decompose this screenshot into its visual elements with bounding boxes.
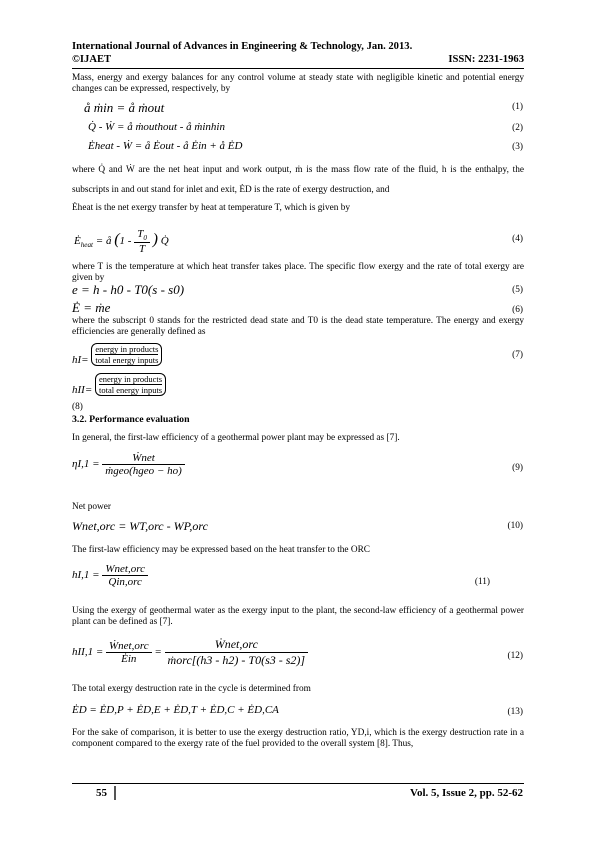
equation-8-lhs: hII=	[72, 384, 93, 396]
equation-1-number: (1)	[512, 102, 523, 112]
equation-2-number: (2)	[512, 123, 523, 133]
header-rule	[72, 68, 524, 69]
equation-6-number: (6)	[512, 305, 523, 315]
where-paragraph-1: where Q̇ and Ẇ are the net heat input and work output, ṁ is the mass flow rate of the fluid, h is the enthalpy, the subscripts in and out stand for inlet and exit, ĖD is the rate of exergy destruction, and	[72, 165, 524, 195]
final-paragraph: For the sake of comparison, it is better to use the exergy destruction ratio, YD,i, which is the exergy destruction rate in a component compared to the exergy rate of the fuel provided to the overall system [8]. Thus,	[72, 728, 524, 750]
equation-3-number: (3)	[512, 142, 523, 152]
equation-5: e = h - h0 - T0(s - s0)	[72, 282, 185, 297]
equation-8-fraction: energy in products total energy inputs	[95, 373, 166, 396]
equation-6: Ė = ṁe	[72, 300, 111, 315]
performance-paragraph: In general, the first-law efficiency of a geothermal power plant may be expressed as [7].	[72, 433, 400, 443]
equation-10-number: (10)	[507, 521, 523, 531]
equation-12-number: (12)	[507, 651, 523, 661]
page-number-bar	[114, 786, 116, 800]
volume-info: Vol. 5, Issue 2, pp. 52-62	[410, 787, 523, 799]
equation-8-number: (8)	[72, 402, 83, 412]
equation-12-fraction-2: $\frac{\text{Ẇnet,orc}}{\text{ṁorc[(h3 - h2) - T0(s3 - s2)]}}$	[165, 637, 309, 668]
equation-9	[72, 452, 185, 477]
exergy-paragraph: Using the exergy of geothermal water as the exergy input to the plant, the second-law efficiency of a geothermal power plant can be defined as [7].	[72, 606, 524, 628]
footer-rule	[72, 783, 524, 784]
equation-4-number: (4)	[512, 234, 523, 244]
equation-9-number: (9)	[512, 463, 523, 473]
equation-12-lhs: hII,1 =	[72, 646, 104, 659]
equation-8	[72, 373, 166, 396]
fraction-t0-t: $\frac{T_0}{T}$	[134, 228, 150, 255]
equation-7-fraction: energy in products total energy inputs	[91, 343, 162, 366]
equation-11-lhs: hI,1 =	[72, 569, 100, 582]
orc-paragraph: The first-law efficiency may be expressed based on the heat transfer to the ORC	[72, 545, 370, 555]
after-eq4-paragraph: where T is the temperature at which heat transfer takes place. The specific flow exergy and the rate of total exergy are given by	[72, 262, 524, 284]
equation-12	[72, 637, 308, 668]
equation-7-lhs: hI=	[72, 354, 89, 366]
equation-3: Ėheat - Ẇ = å Ėout - å Ėin + å ĖD	[88, 140, 243, 152]
section-heading: 3.2. Performance evaluation	[72, 414, 190, 425]
equation-10: Wnet,orc = WT,orc - WP,orc	[72, 519, 208, 533]
equation-11-number: (11)	[474, 577, 490, 587]
net-power-label: Net power	[72, 502, 111, 512]
equation-9-fraction: $\frac{\text{Ẇnet}}{\text{ṁgeo(hgeo − ho)}}$	[102, 452, 184, 477]
journal-title: International Journal of Advances in Engineering & Technology, Jan. 2013.	[72, 41, 413, 52]
equation-7-number: (7)	[512, 350, 523, 360]
paren-open: (	[114, 231, 120, 249]
equation-4-lhs: $Ė_{heat}$ = å	[74, 235, 112, 250]
equation-13-number: (13)	[507, 707, 523, 717]
equation-11	[72, 563, 148, 588]
paren-close: )	[152, 231, 158, 249]
equation-1: å ṁin = å ṁout	[84, 100, 165, 115]
where-paragraph-2: Ėheat is the net exergy transfer by heat at temperature T, which is given by	[72, 203, 351, 213]
equation-13: ĖD = ĖD,P + ĖD,E + ĖD,T + ĖD,C + ĖD,CA	[72, 704, 279, 716]
total-destruction-paragraph: The total exergy destruction rate in the cycle is determined from	[72, 684, 311, 694]
page-number: 55	[96, 787, 107, 799]
after-eq6-paragraph: where the subscript 0 stands for the restricted dead state and T0 is the dead state temperature. The energy and exergy efficiencies are generally defined as	[72, 316, 524, 338]
issn-label: ISSN: 2231-1963	[448, 54, 524, 65]
copyright-label: ©IJAET	[72, 54, 112, 65]
equation-12-fraction-1: $\frac{\text{Ẇnet,orc}}{\text{Ėin}}$	[106, 640, 152, 665]
equals-sign: =	[154, 646, 165, 659]
intro-paragraph: Mass, energy and exergy balances for any control volume at steady state with negligible kinetic and potential energy changes can be expressed, respectively, by	[72, 73, 524, 95]
header-line-2	[72, 53, 524, 66]
equation-7	[72, 343, 162, 366]
equation-5-number: (5)	[512, 285, 523, 295]
equation-2: Q̇ - Ẇ = å ṁouthout - å ṁinhin	[88, 121, 225, 133]
equation-9-lhs: ηI,1 =	[72, 458, 100, 471]
equation-11-fraction: $\frac{\text{Wnet,orc}}{\text{Qin,orc}}$	[102, 563, 148, 588]
equation-4: $Ė_{heat}$ = å (1 - $\frac{T_0}{T}$ ) Q̇	[74, 228, 169, 256]
